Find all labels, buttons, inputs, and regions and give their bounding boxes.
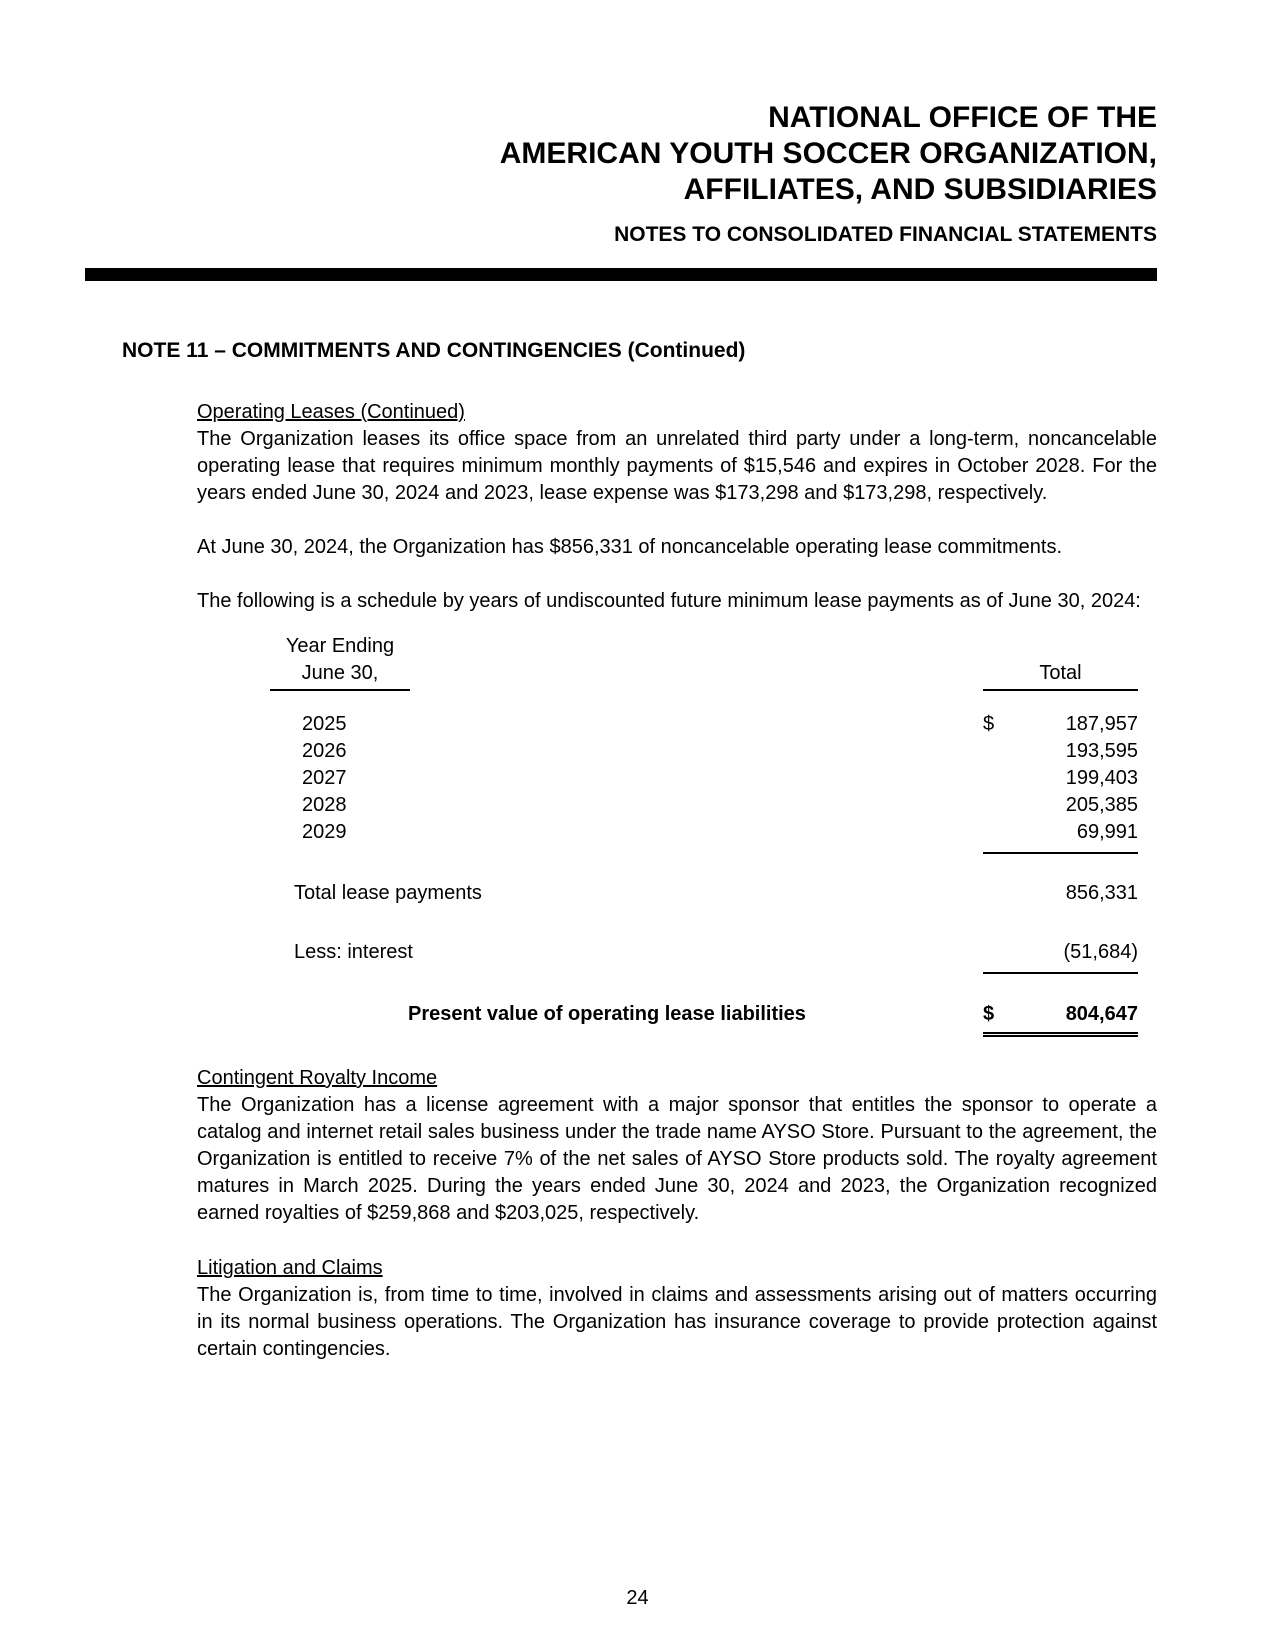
table-row-2025 [122,711,1157,738]
section-operating-leases [197,399,1157,615]
amount-value: 69,991 [1076,821,1138,843]
amount-value: 193,595 [1065,740,1138,762]
year-cell: 2029 [302,821,347,843]
section-litigation [197,1255,1157,1363]
table-row-less-interest [122,939,1157,974]
total-column-header: Total [983,660,1138,691]
section-contingent-royalty [197,1065,1157,1227]
amount-cell [983,711,1138,738]
header-divider-rule [85,268,1157,281]
amount-value: 187,957 [1065,713,1138,735]
amount-cell [983,738,1138,765]
operating-leases-heading: Operating Leases (Continued) [197,401,465,423]
contingent-royalty-paragraph: The Organization has a license agreement with a major sponsor that entitles the sponsor to operate a catalog and internet retail sales business under the trade name AYSO Store. Pursuant to the agreement, the Organization is entitled to receive 7% of the net sales of AYSO Store products sold. The royalty agreement matures in March 2025. During the years ended June 30, 2024 and 2023, the Organization recognized earned royalties of $259,868 and $203,025, respectively. [197,1094,1157,1224]
currency-symbol: $ [983,1003,995,1025]
year-ending-header-line-2: June 30, [301,662,379,684]
litigation-paragraph: The Organization is, from time to time, involved in claims and assessments arising out of matters occurring in its normal business operations. The Organization has insurance coverage to provide protection against certain contingencies. [197,1284,1157,1360]
table-row-2028 [122,792,1157,819]
amount-cell [983,819,1138,854]
year-cell: 2028 [302,794,347,816]
table-row-2029 [122,819,1157,854]
document-header [122,100,1157,250]
currency-symbol: $ [983,713,995,735]
amount-value: (51,684) [1063,941,1138,963]
org-title-line-3: AFFILIATES, AND SUBSIDIARIES [683,173,1157,206]
amount-value: 199,403 [1065,767,1138,789]
org-title-line-1: NATIONAL OFFICE OF THE [768,101,1157,134]
contingent-royalty-heading: Contingent Royalty Income [197,1067,438,1089]
year-ending-column-header [270,633,410,691]
year-cell: 2025 [302,713,347,735]
amount-cell [983,880,1138,907]
operating-leases-paragraph-3: The following is a schedule by years of undiscounted future minimum lease payments as of June 30, 2024: [197,590,1141,612]
note-heading: NOTE 11 – COMMITMENTS AND CONTINGENCIES (Continued) [122,339,746,362]
page-number: 24 [626,1587,649,1609]
lease-payments-table [122,633,1157,1037]
less-interest-label: Less: interest [294,941,413,963]
operating-leases-paragraph-2: At June 30, 2024, the Organization has $856,331 of noncancelable operating lease commitments. [197,536,1063,558]
amount-value: 804,647 [1065,1003,1138,1025]
amount-cell [983,765,1138,792]
litigation-heading: Litigation and Claims [197,1257,383,1279]
amount-cell [983,939,1138,974]
lease-table-header-row [122,633,1157,691]
year-cell: 2026 [302,740,347,762]
amount-cell [983,792,1138,819]
year-ending-header-line-1: Year Ending [285,635,395,657]
operating-leases-paragraph-1: The Organization leases its office space from an unrelated third party under a long-term, noncancelable operating lease that requires minimum monthly payments of $15,546 and expires in October 2028. For the years ended June 30, 2024 and 2023, lease expense was $173,298 and $173,298, respectively. [197,428,1157,504]
total-lease-payments-label: Total lease payments [294,882,482,904]
year-cell: 2027 [302,767,347,789]
amount-value: 856,331 [1065,882,1138,904]
table-row-total-lease-payments [122,880,1157,907]
present-value-label: Present value of operating lease liabilities [408,1003,806,1025]
document-subtitle: NOTES TO CONSOLIDATED FINANCIAL STATEMENTS [614,223,1157,246]
table-row-2026 [122,738,1157,765]
table-row-present-value [122,1001,1157,1037]
table-row-2027 [122,765,1157,792]
org-title-line-2: AMERICAN YOUTH SOCCER ORGANIZATION, [499,137,1157,170]
amount-cell [983,1001,1138,1037]
amount-value: 205,385 [1065,794,1138,816]
